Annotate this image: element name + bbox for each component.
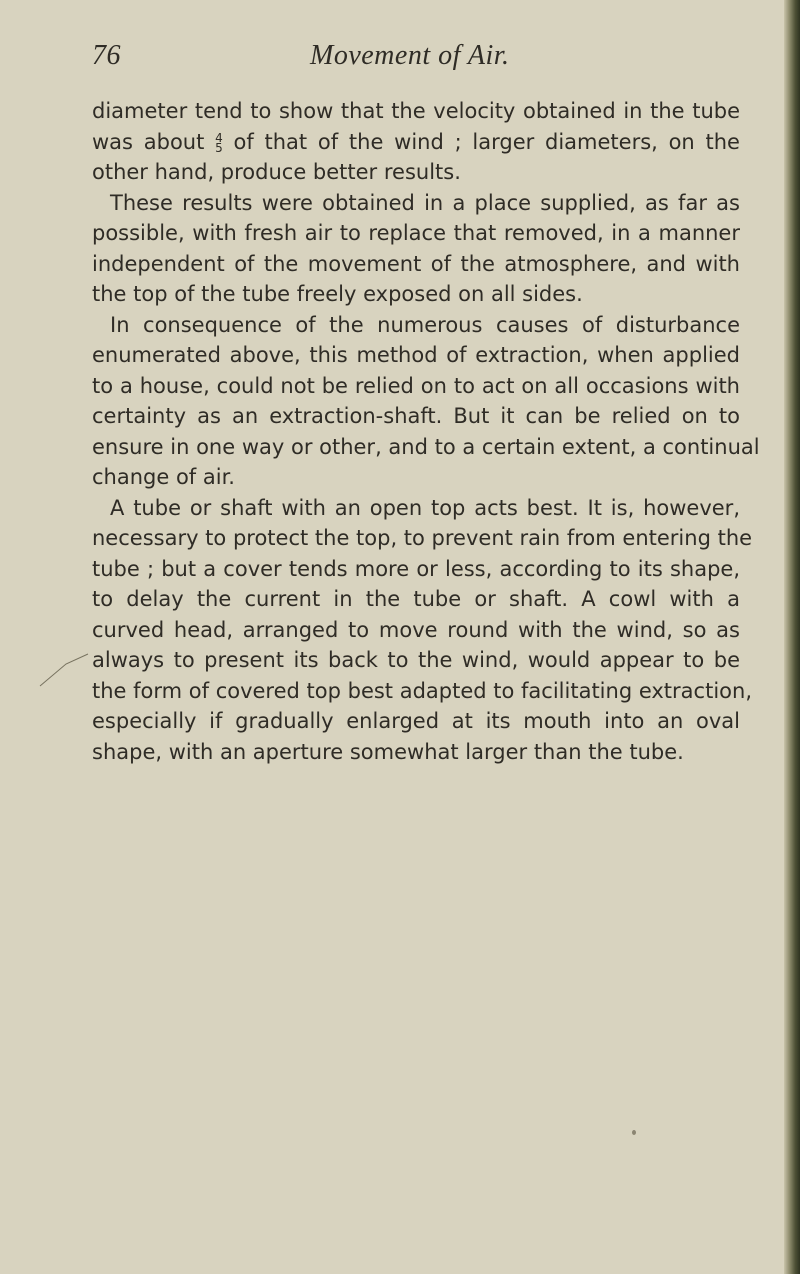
text-line: tube ; but a cover tends more or less, according to its shape, [92,556,740,581]
page-number: 76 [92,40,121,71]
text-line: especially if gradually enlarged at its mouth into an oval [92,709,740,733]
text-line: curved head, arranged to move round with the wind, so as [92,617,740,642]
stray-mark [632,1130,636,1135]
text-line: always to present its back to the wind, would appear to be [92,648,740,672]
text-fragment: of that of the wind ; larger diameters, on the [233,129,740,154]
text-line: the top of the tube freely exposed on all sides. [92,282,583,306]
text-line: independent of the movement of the atmosphere, and with [92,251,740,276]
text-line: ensure in one way or other, and to a certain extent, a continual [92,434,760,459]
pencil-mark-icon [36,650,96,690]
text-line: These results were obtained in a place supplied, as far as [110,190,740,215]
text-line: diameter tend to show that the velocity obtained in the tube [92,99,740,123]
running-title: Movement of Air. [310,40,510,71]
text-line: to a house, could not be relied on to act on all occasions with [92,373,740,398]
fraction-numerator: 4 [215,130,223,145]
text-line: other hand, produce better results. [92,160,461,184]
page-edge [784,0,800,1274]
text-line: the form of covered top best adapted to facilitating extraction, [92,678,752,703]
text-line: A tube or shaft with an open top acts best. It is, however, [110,495,740,520]
fraction-denominator: 5 [215,140,223,155]
text-line: change of air. [92,465,235,489]
text-line: shape, with an aperture somewhat larger than the tube. [92,739,684,764]
fraction [215,130,223,155]
text-line: In consequence of the numerous causes of disturbance [110,312,740,337]
text-line: necessary to protect the top, to prevent rain from entering the [92,526,753,550]
text-line: certainty as an extraction-shaft. But it can be relied on to [92,404,740,428]
text-line: possible, with fresh air to replace that removed, in a manner [92,221,740,245]
text-fragment: was about [92,129,205,154]
text-line: to delay the current in the tube or shaft. A cowl with a [92,587,740,611]
text-line: enumerated above, this method of extraction, when applied [92,343,740,367]
text-line-with-fraction [92,127,740,158]
body-text [92,96,760,767]
page-header [92,40,732,80]
